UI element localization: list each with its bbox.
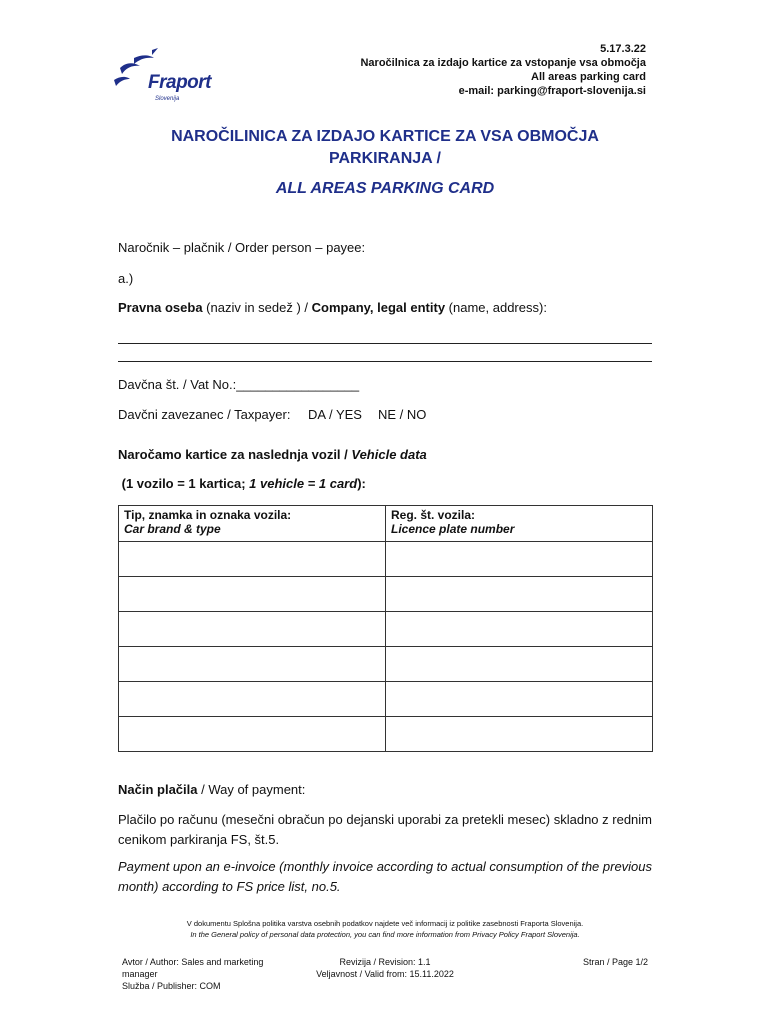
table-row <box>119 647 653 682</box>
logo-subtitle: Slovenija <box>155 96 180 102</box>
legal-entity-normal-sl: (naziv in sedež ) / <box>202 300 312 315</box>
logo-wordmark: Fraport <box>148 72 211 93</box>
plate-cell[interactable] <box>386 717 653 752</box>
order-person-label: Naročnik – plačnik / Order person – payee: <box>118 240 366 255</box>
vehicle-heading-sl: Naročamo kartice za naslednja vozil / <box>118 447 352 462</box>
footer-revision <box>300 956 470 980</box>
footer-valid-from: Veljavnost / Valid from: 15.11.2022 <box>316 969 454 979</box>
vehicle-heading <box>118 447 427 463</box>
item-a-label: a.) <box>118 271 134 286</box>
footer-publisher: Služba / Publisher: COM <box>122 981 221 991</box>
footer-author <box>122 956 292 992</box>
plate-cell[interactable] <box>386 647 653 682</box>
plate-cell[interactable] <box>386 542 653 577</box>
document-header <box>226 42 646 98</box>
vehicle-note-sl: (1 vozilo = 1 kartica; <box>118 476 250 491</box>
legal-entity-label <box>118 300 547 316</box>
form-title-line1: NAROČILINICA ZA IZDAJO KARTICE ZA VSA OBMOČJA <box>171 128 599 145</box>
form-title <box>100 126 670 170</box>
payment-text-en: Payment upon an e-invoice (monthly invoice according to actual consumption of the previous month) according to FS price list, no.5. <box>118 859 653 894</box>
payment-heading-sl: Način plačila <box>118 782 198 797</box>
entity-line-1[interactable] <box>118 343 652 344</box>
col2-header-en: Licence plate number <box>391 522 515 536</box>
fraport-logo <box>112 46 232 106</box>
table-row <box>119 577 653 612</box>
vehicle-heading-en: Vehicle data <box>351 447 427 462</box>
plate-cell[interactable] <box>386 612 653 647</box>
col2-header-sl: Reg. št. vozila: <box>391 508 476 522</box>
taxpayer-yes-option[interactable]: DA / YES <box>308 407 362 422</box>
vehicle-note-en: 1 vehicle = 1 card <box>249 476 358 491</box>
legal-entity-bold-en: Company, legal entity <box>311 300 446 315</box>
column-header-plate <box>386 506 653 542</box>
car-brand-cell[interactable] <box>119 717 386 752</box>
car-brand-cell[interactable] <box>119 612 386 647</box>
car-brand-cell[interactable] <box>119 647 386 682</box>
payment-heading <box>118 782 305 798</box>
column-header-car-brand <box>119 506 386 542</box>
plate-cell[interactable] <box>386 577 653 612</box>
form-title-line2: PARKIRANJA / <box>328 150 441 167</box>
footer-page-number: Stran / Page 1/2 <box>582 957 648 967</box>
vehicle-note <box>118 476 366 492</box>
legal-entity-bold-sl: Pravna oseba <box>118 300 203 315</box>
legal-entity-normal-en: (name, address): <box>445 300 547 315</box>
table-row <box>119 542 653 577</box>
table-header-row <box>119 506 653 542</box>
payment-text-sl: Plačilo po računu (mesečni obračun po dejanski uporabi za pretekli mesec) skladno z rednim cenikom parkiranja FS, št.5. <box>118 812 652 847</box>
footer-author-line1: Avtor / Author: Sales and marketing <box>122 957 264 967</box>
payment-heading-en: / Way of payment: <box>197 782 306 797</box>
taxpayer-label: Davčni zavezanec / Taxpayer: <box>118 407 291 422</box>
doc-code: 5.17.3.22 <box>600 43 646 55</box>
privacy-footnote <box>100 918 670 940</box>
entity-line-2[interactable] <box>118 361 652 362</box>
table-row <box>119 682 653 717</box>
table-row <box>119 612 653 647</box>
privacy-footnote-en: In the General policy of personal data protection, you can find more information from Privacy Policy Fraport Slovenija. <box>190 930 580 939</box>
plate-cell[interactable] <box>386 682 653 717</box>
form-subtitle: ALL AREAS PARKING CARD <box>275 180 495 197</box>
footer-author-line2: manager <box>122 969 158 979</box>
privacy-footnote-sl: V dokumentu Splošna politika varstva osebnih podatkov najdete več informacij iz politike zasebnosti Fraporta Slovenija. <box>186 919 584 928</box>
col1-header-en: Car brand & type <box>124 522 221 536</box>
car-brand-cell[interactable] <box>119 542 386 577</box>
table-row <box>119 717 653 752</box>
vat-field[interactable]: Davčna št. / Vat No.:_________________ <box>118 377 360 392</box>
header-email[interactable]: e-mail: parking@fraport-slovenija.si <box>458 85 646 97</box>
col1-header-sl: Tip, znamka in oznaka vozila: <box>124 508 292 522</box>
vehicle-note-end: ): <box>357 476 366 491</box>
header-line-en: All areas parking card <box>531 71 646 83</box>
taxpayer-no-option[interactable]: NE / NO <box>378 407 427 422</box>
vehicle-table <box>118 505 653 752</box>
header-line-sl: Naročilnica za izdajo kartice za vstopanje vsa območja <box>360 57 646 69</box>
car-brand-cell[interactable] <box>119 577 386 612</box>
footer-revision-line: Revizija / Revision: 1.1 <box>339 957 431 967</box>
car-brand-cell[interactable] <box>119 682 386 717</box>
